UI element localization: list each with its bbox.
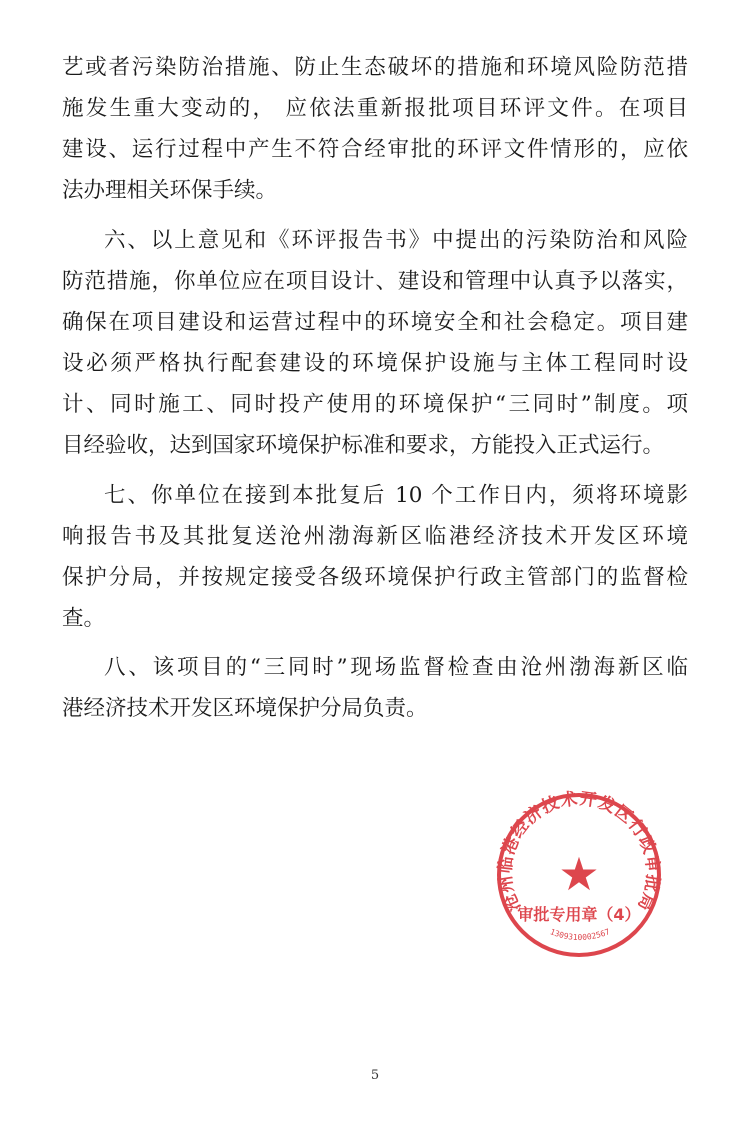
text-line: 艺或者污染防治措施、防止生态破坏的措施和环境风险防范措	[62, 55, 688, 80]
text-line: 施发生重大变动的， 应依法重新报批项目环评文件。在项目	[62, 96, 688, 121]
text-line: 计、同时施工、同时投产使用的环境保护“三同时”制度。项	[62, 392, 688, 417]
star-icon: ★	[558, 847, 600, 901]
text-line: 设必须严格执行配套建设的环境保护设施与主体工程同时设	[62, 351, 688, 376]
seal-center-text: 审批专用章（4）	[517, 905, 641, 924]
seal-serial-number: 1309310002567	[548, 927, 612, 943]
seal-arc-text: 沧州临港经济技术开发区行政审批局	[495, 790, 663, 915]
text-line: 建设、运行过程中产生不符合经审批的环评文件情形的，应依	[62, 137, 688, 162]
text-line: 法办理相关环保手续。	[62, 178, 278, 203]
text-line: 保护分局，并按规定接受各级环境保护行政主管部门的监督检	[62, 565, 688, 590]
text-line: 防范措施，你单位应在项目设计、建设和管理中认真予以落实，	[62, 269, 688, 294]
text-line: 响报告书及其批复送沧州渤海新区临港经济技术开发区环境	[62, 524, 688, 549]
text-line: 查。	[62, 606, 106, 631]
paragraph-6-start: 六、以上意见和《环评报告书》中提出的污染防治和风险	[104, 228, 688, 253]
page-number: 5	[370, 1068, 380, 1083]
official-seal	[494, 790, 664, 960]
paragraph-7-start: 七、你单位在接到本批复后 10 个工作日内，须将环境影	[104, 483, 688, 508]
paragraph-8-start: 八、该项目的“三同时”现场监督检查由沧州渤海新区临	[104, 655, 688, 680]
text-line: 港经济技术开发区环境保护分局负责。	[62, 696, 428, 721]
text-line: 目经验收，达到国家环境保护标准和要求，方能投入正式运行。	[62, 433, 665, 458]
text-line: 确保在项目建设和运营过程中的环境安全和社会稳定。项目建	[62, 310, 688, 335]
